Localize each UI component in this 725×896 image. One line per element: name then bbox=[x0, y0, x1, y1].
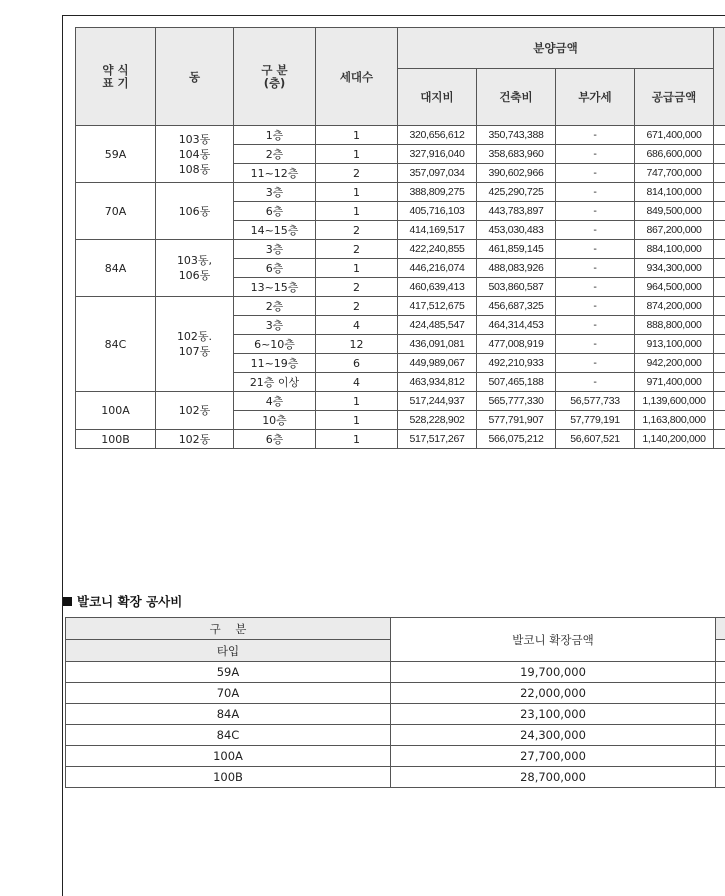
supply-price-cell: 874,200,000 bbox=[635, 297, 714, 316]
cutoff-cell bbox=[716, 767, 725, 788]
building-cost-cell: 390,602,966 bbox=[477, 164, 556, 183]
households-cell: 1 bbox=[316, 183, 398, 202]
sale-price-table bbox=[75, 27, 725, 449]
building-cost-cell: 464,314,453 bbox=[477, 316, 556, 335]
land-cost-cell: 449,989,067 bbox=[398, 354, 477, 373]
households-cell: 12 bbox=[316, 335, 398, 354]
cutoff-cell bbox=[716, 662, 725, 683]
floor-cell: 21층 이상 bbox=[234, 373, 316, 392]
balcony-amount-cell: 27,700,000 bbox=[391, 746, 716, 767]
households-cell: 6 bbox=[316, 354, 398, 373]
supply-price-cell: 747,700,000 bbox=[635, 164, 714, 183]
building-cost-cell: 565,777,330 bbox=[477, 392, 556, 411]
cutoff-cell bbox=[716, 746, 725, 767]
supply-price-cell: 971,400,000 bbox=[635, 373, 714, 392]
land-cost-cell: 417,512,675 bbox=[398, 297, 477, 316]
supply-price-cell: 942,200,000 bbox=[635, 354, 714, 373]
dong-cell: 103동 104동 108동 bbox=[156, 126, 234, 183]
households-cell: 2 bbox=[316, 297, 398, 316]
balcony-type-cell: 84C bbox=[66, 725, 391, 746]
supply-price-cell: 964,500,000 bbox=[635, 278, 714, 297]
cutoff-cell bbox=[716, 725, 725, 746]
header-households: 세대수 bbox=[316, 28, 398, 126]
supply-price-cell: 934,300,000 bbox=[635, 259, 714, 278]
cutoff-cell bbox=[714, 430, 725, 449]
vat-cell: - bbox=[556, 202, 635, 221]
supply-price-cell: 913,100,000 bbox=[635, 335, 714, 354]
building-cost-cell: 477,008,919 bbox=[477, 335, 556, 354]
table-row bbox=[76, 183, 725, 202]
households-cell: 2 bbox=[316, 221, 398, 240]
building-cost-cell: 461,859,145 bbox=[477, 240, 556, 259]
building-cost-cell: 456,687,325 bbox=[477, 297, 556, 316]
floor-cell: 6층 bbox=[234, 259, 316, 278]
header-vat: 부가세 bbox=[556, 69, 635, 126]
floor-cell: 13~15층 bbox=[234, 278, 316, 297]
floor-cell: 6~10층 bbox=[234, 335, 316, 354]
land-cost-cell: 414,169,517 bbox=[398, 221, 477, 240]
vat-cell: - bbox=[556, 354, 635, 373]
header-floor: 구 분 (층) bbox=[234, 28, 316, 126]
balcony-table-body bbox=[66, 662, 725, 788]
dong-cell: 102동 bbox=[156, 392, 234, 430]
cutoff-cell bbox=[714, 240, 725, 259]
cutoff-cell bbox=[716, 683, 725, 704]
land-cost-cell: 517,244,937 bbox=[398, 392, 477, 411]
balcony-amount-cell: 19,700,000 bbox=[391, 662, 716, 683]
building-cost-cell: 492,210,933 bbox=[477, 354, 556, 373]
balcony-type-cell: 100A bbox=[66, 746, 391, 767]
header-land: 대지비 bbox=[398, 69, 477, 126]
floor-cell: 3층 bbox=[234, 240, 316, 259]
floor-cell: 10층 bbox=[234, 411, 316, 430]
supply-price-cell: 1,139,600,000 bbox=[635, 392, 714, 411]
header-building: 건축비 bbox=[477, 69, 556, 126]
floor-cell: 11~12층 bbox=[234, 164, 316, 183]
households-cell: 4 bbox=[316, 316, 398, 335]
land-cost-cell: 463,934,812 bbox=[398, 373, 477, 392]
land-cost-cell: 517,517,267 bbox=[398, 430, 477, 449]
dong-cell: 106동 bbox=[156, 183, 234, 240]
floor-cell: 11~19층 bbox=[234, 354, 316, 373]
cutoff-cell bbox=[714, 373, 725, 392]
cutoff-cell bbox=[714, 297, 725, 316]
balcony-type-cell: 59A bbox=[66, 662, 391, 683]
table-row bbox=[66, 662, 725, 683]
cutoff-cell bbox=[714, 411, 725, 430]
households-cell: 1 bbox=[316, 430, 398, 449]
table-row bbox=[76, 392, 725, 411]
building-cost-cell: 507,465,188 bbox=[477, 373, 556, 392]
cutoff-cell bbox=[714, 278, 725, 297]
households-cell: 2 bbox=[316, 164, 398, 183]
type-cell: 84A bbox=[76, 240, 156, 297]
type-cell: 59A bbox=[76, 126, 156, 183]
floor-cell: 2층 bbox=[234, 145, 316, 164]
vat-cell: - bbox=[556, 278, 635, 297]
vat-cell: - bbox=[556, 240, 635, 259]
cutoff-cell bbox=[714, 145, 725, 164]
balcony-type-cell: 70A bbox=[66, 683, 391, 704]
dong-cell: 102동. 107동 bbox=[156, 297, 234, 392]
balcony-cost-table bbox=[65, 617, 725, 788]
supply-price-cell: 849,500,000 bbox=[635, 202, 714, 221]
cutoff-cell bbox=[714, 183, 725, 202]
building-cost-cell: 488,083,926 bbox=[477, 259, 556, 278]
households-cell: 1 bbox=[316, 411, 398, 430]
vat-cell: 56,577,733 bbox=[556, 392, 635, 411]
supply-price-cell: 814,100,000 bbox=[635, 183, 714, 202]
cutoff-cell bbox=[716, 704, 725, 725]
balcony-header-type: 타입 bbox=[66, 640, 391, 662]
balcony-header-cutoff-2 bbox=[716, 640, 725, 662]
building-cost-cell: 425,290,725 bbox=[477, 183, 556, 202]
vat-cell: - bbox=[556, 145, 635, 164]
type-cell: 100A bbox=[76, 392, 156, 430]
land-cost-cell: 460,639,413 bbox=[398, 278, 477, 297]
square-bullet-icon bbox=[63, 597, 72, 606]
table-row bbox=[66, 767, 725, 788]
header-type-code: 약 식 표 기 bbox=[76, 28, 156, 126]
vat-cell: - bbox=[556, 183, 635, 202]
cutoff-cell bbox=[714, 126, 725, 145]
cutoff-cell bbox=[714, 335, 725, 354]
vat-cell: - bbox=[556, 316, 635, 335]
households-cell: 2 bbox=[316, 240, 398, 259]
balcony-header-group: 구 분 bbox=[66, 618, 391, 640]
type-cell: 100B bbox=[76, 430, 156, 449]
households-cell: 1 bbox=[316, 126, 398, 145]
households-cell: 1 bbox=[316, 392, 398, 411]
vat-cell: - bbox=[556, 221, 635, 240]
supply-price-cell: 671,400,000 bbox=[635, 126, 714, 145]
vat-cell: - bbox=[556, 126, 635, 145]
header-cutoff bbox=[714, 28, 725, 126]
building-cost-cell: 443,783,897 bbox=[477, 202, 556, 221]
table-row bbox=[66, 704, 725, 725]
floor-cell: 14~15층 bbox=[234, 221, 316, 240]
building-cost-cell: 453,030,483 bbox=[477, 221, 556, 240]
land-cost-cell: 446,216,074 bbox=[398, 259, 477, 278]
balcony-amount-cell: 24,300,000 bbox=[391, 725, 716, 746]
supply-price-cell: 686,600,000 bbox=[635, 145, 714, 164]
building-cost-cell: 577,791,907 bbox=[477, 411, 556, 430]
vat-cell: - bbox=[556, 259, 635, 278]
cutoff-cell bbox=[714, 202, 725, 221]
table-row bbox=[66, 746, 725, 767]
households-cell: 1 bbox=[316, 202, 398, 221]
land-cost-cell: 436,091,081 bbox=[398, 335, 477, 354]
building-cost-cell: 503,860,587 bbox=[477, 278, 556, 297]
header-sale-price: 분양금액 bbox=[398, 28, 714, 69]
cutoff-cell bbox=[714, 392, 725, 411]
balcony-header-amount: 발코니 확장금액 bbox=[391, 618, 716, 662]
land-cost-cell: 320,656,612 bbox=[398, 126, 477, 145]
building-cost-cell: 358,683,960 bbox=[477, 145, 556, 164]
table-row bbox=[66, 683, 725, 704]
table-row bbox=[76, 240, 725, 259]
table-row bbox=[76, 297, 725, 316]
cutoff-cell bbox=[714, 221, 725, 240]
balcony-amount-cell: 23,100,000 bbox=[391, 704, 716, 725]
supply-price-cell: 867,200,000 bbox=[635, 221, 714, 240]
floor-cell: 3층 bbox=[234, 316, 316, 335]
vat-cell: 56,607,521 bbox=[556, 430, 635, 449]
vat-cell: - bbox=[556, 335, 635, 354]
floor-cell: 4층 bbox=[234, 392, 316, 411]
balcony-header-cutoff bbox=[716, 618, 725, 640]
floor-cell: 2층 bbox=[234, 297, 316, 316]
cutoff-cell bbox=[714, 354, 725, 373]
land-cost-cell: 405,716,103 bbox=[398, 202, 477, 221]
balcony-type-cell: 84A bbox=[66, 704, 391, 725]
vat-cell: - bbox=[556, 297, 635, 316]
floor-cell: 3층 bbox=[234, 183, 316, 202]
balcony-amount-cell: 28,700,000 bbox=[391, 767, 716, 788]
supply-price-cell: 1,140,200,000 bbox=[635, 430, 714, 449]
balcony-section-title bbox=[63, 592, 182, 610]
vat-cell: 57,779,191 bbox=[556, 411, 635, 430]
land-cost-cell: 424,485,547 bbox=[398, 316, 477, 335]
land-cost-cell: 528,228,902 bbox=[398, 411, 477, 430]
balcony-title-text: 발코니 확장 공사비 bbox=[77, 594, 182, 609]
price-table-body bbox=[76, 126, 725, 449]
land-cost-cell: 388,809,275 bbox=[398, 183, 477, 202]
households-cell: 2 bbox=[316, 278, 398, 297]
header-dong: 동 bbox=[156, 28, 234, 126]
table-row bbox=[76, 430, 725, 449]
households-cell: 1 bbox=[316, 145, 398, 164]
cutoff-cell bbox=[714, 259, 725, 278]
dong-cell: 102동 bbox=[156, 430, 234, 449]
building-cost-cell: 350,743,388 bbox=[477, 126, 556, 145]
land-cost-cell: 357,097,034 bbox=[398, 164, 477, 183]
balcony-type-cell: 100B bbox=[66, 767, 391, 788]
households-cell: 1 bbox=[316, 259, 398, 278]
type-cell: 84C bbox=[76, 297, 156, 392]
cutoff-cell bbox=[714, 316, 725, 335]
vat-cell: - bbox=[556, 373, 635, 392]
table-row bbox=[76, 126, 725, 145]
supply-price-cell: 888,800,000 bbox=[635, 316, 714, 335]
type-cell: 70A bbox=[76, 183, 156, 240]
balcony-amount-cell: 22,000,000 bbox=[391, 683, 716, 704]
table-row bbox=[66, 725, 725, 746]
floor-cell: 1층 bbox=[234, 126, 316, 145]
dong-cell: 103동, 106동 bbox=[156, 240, 234, 297]
building-cost-cell: 566,075,212 bbox=[477, 430, 556, 449]
supply-price-cell: 1,163,800,000 bbox=[635, 411, 714, 430]
supply-price-cell: 884,100,000 bbox=[635, 240, 714, 259]
header-supply: 공급금액 bbox=[635, 69, 714, 126]
land-cost-cell: 422,240,855 bbox=[398, 240, 477, 259]
floor-cell: 6층 bbox=[234, 430, 316, 449]
vat-cell: - bbox=[556, 164, 635, 183]
land-cost-cell: 327,916,040 bbox=[398, 145, 477, 164]
households-cell: 4 bbox=[316, 373, 398, 392]
floor-cell: 6층 bbox=[234, 202, 316, 221]
cutoff-cell bbox=[714, 164, 725, 183]
